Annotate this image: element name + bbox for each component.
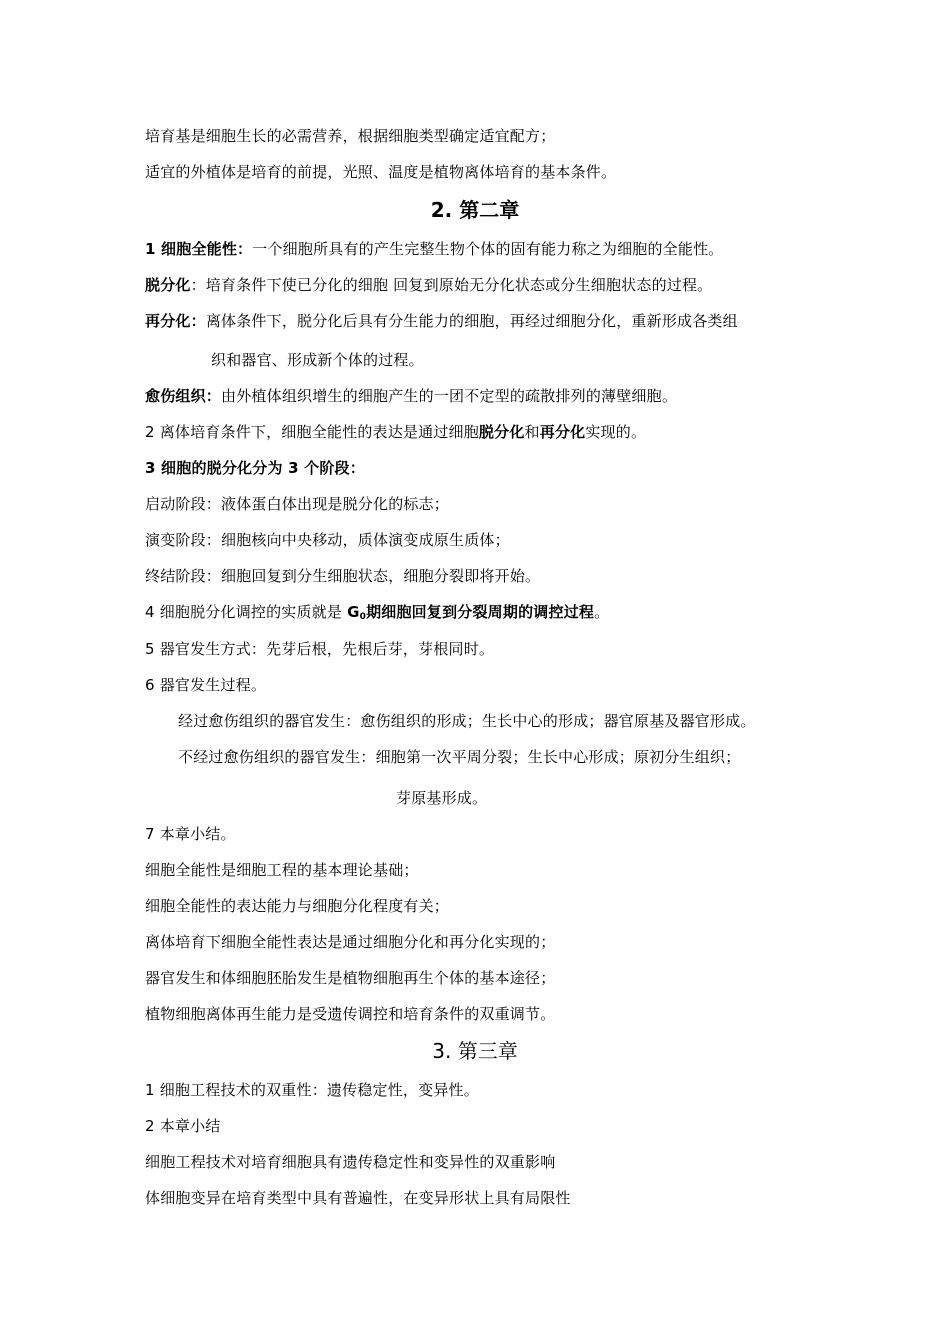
point-3-title: 3 细胞的脱分化分为 3 个阶段： [145, 459, 365, 477]
chapter-3-heading: 3. 第三章 [432, 1039, 518, 1063]
ch3-point-1: 1 细胞工程技术的双重性：遗传稳定性，变异性。 [145, 1081, 479, 1099]
point-6-b: 不经过愈伤组织的器官发生：细胞第一次平周分裂；生长中心形成；原初分生组织； [178, 748, 741, 766]
text: 2 离体培育条件下，细胞全能性的表达是通过细胞 [145, 423, 479, 441]
intro-line-1: 培育基是细胞生长的必需营养，根据细胞类型确定适宜配方； [145, 127, 556, 145]
term: 愈伤组织： [145, 387, 222, 405]
definition-redifferentiation-cont: 织和器官、形成新个体的过程。 [211, 351, 424, 369]
definition-dedifferentiation [145, 275, 712, 295]
point-6-a: 经过愈伤组织的器官发生：愈伤组织的形成；生长中心的形成；器官原基及器官形成。 [178, 712, 756, 730]
summary-2: 细胞全能性的表达能力与细胞分化程度有关； [145, 897, 450, 915]
text: 实现的。 [585, 423, 647, 441]
point-4 [145, 602, 609, 627]
summary-3: 离体培育下细胞全能性表达是通过细胞分化和再分化实现的； [145, 933, 556, 951]
stage-start: 启动阶段：液体蛋白体出现是脱分化的标志； [145, 495, 450, 513]
emphasis: 脱分化 [478, 423, 525, 441]
chapter-2-heading: 2. 第二章 [430, 198, 520, 222]
point-5: 5 器官发生方式：先芽后根，先根后芽，芽根同时。 [145, 640, 495, 658]
emphasis: G [347, 603, 360, 621]
stage-end: 终结阶段：细胞回复到分生细胞状态，细胞分裂即将开始。 [145, 567, 541, 585]
summary-1: 细胞全能性是细胞工程的基本理论基础； [145, 861, 419, 879]
intro-line-2: 适宜的外植体是培育的前提，光照、温度是植物离体培育的基本条件。 [145, 163, 617, 181]
point-7: 7 本章小结。 [145, 825, 236, 843]
emphasis: 再分化 [539, 423, 586, 441]
stage-transition: 演变阶段：细胞核向中央移动，质体演变成原生质体； [145, 531, 510, 549]
definition-text: ：培育条件下使已分化的细胞 回复到原始无分化状态或分生细胞状态的过程。 [190, 276, 713, 294]
definition-callus [145, 386, 677, 406]
text: 4 细胞脱分化调控的实质就是 [145, 603, 348, 621]
definition-text: 由外植体组织增生的细胞产生的一团不定型的疏散排列的薄壁细胞。 [221, 387, 678, 405]
summary-5: 植物细胞离体再生能力是受遗传调控和培育条件的双重调节。 [145, 1005, 556, 1023]
term: 脱分化 [145, 276, 191, 294]
text: 和 [524, 423, 540, 441]
term: 再分化： [145, 312, 206, 330]
definition-text: 离体条件下，脱分化后具有分生能力的细胞，再经过细胞分化，重新形成各类组 [205, 312, 738, 330]
definition-text: 一个细胞所具有的产生完整生物个体的固有能力称之为细胞的全能性。 [252, 240, 724, 258]
emphasis: 期细胞回复到分裂周期的调控过程 [366, 603, 595, 621]
term: 1 细胞全能性： [145, 240, 253, 258]
summary-4: 器官发生和体细胞胚胎发生是植物细胞再生个体的基本途径； [145, 969, 556, 987]
definition-redifferentiation [145, 311, 738, 331]
ch3-point-2: 2 本章小结 [145, 1117, 221, 1135]
ch3-summary-1: 细胞工程技术对培育细胞具有遗传稳定性和变异性的双重影响 [145, 1153, 556, 1171]
ch3-summary-2: 体细胞变异在培育类型中具有普遍性，在变异形状上具有局限性 [145, 1189, 571, 1207]
point-2 [145, 422, 646, 442]
definition-totipotency [145, 239, 723, 259]
point-6: 6 器官发生过程。 [145, 676, 267, 694]
subscript: 0 [359, 612, 367, 622]
text: 。 [594, 603, 610, 621]
point-6-b-cont: 芽原基形成。 [396, 789, 488, 807]
